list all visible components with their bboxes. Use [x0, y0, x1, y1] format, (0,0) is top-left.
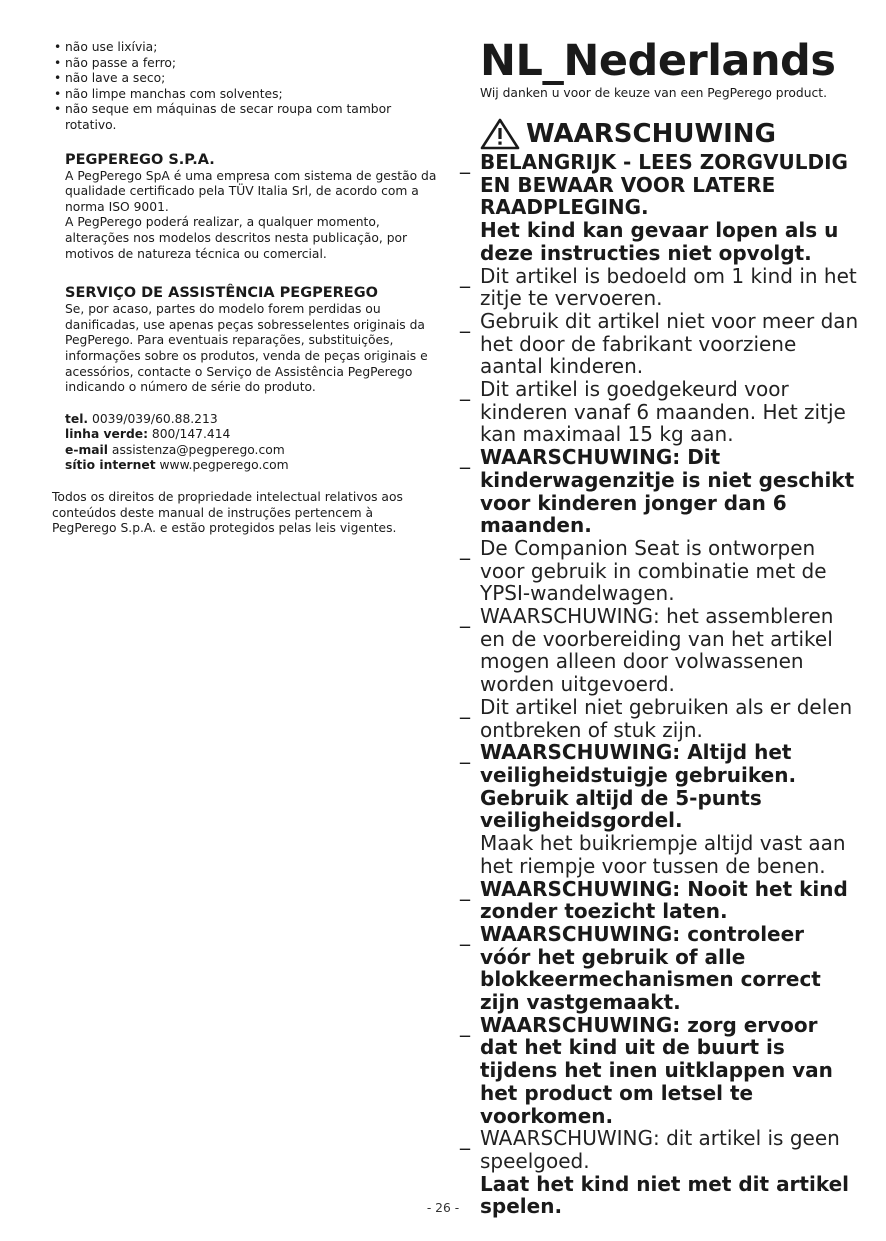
- list-item: _ Gebruik dit artikel niet voor meer dan het door de fabrikant voorziene aantal kinderen.: [460, 308, 859, 379]
- list-item: _ WAARSCHUWING: dit artikel is geen speelgoed. Laat het kind niet met dit artikel spelen.: [460, 1126, 850, 1219]
- warning-heading: WAARSCHUWING: [526, 119, 776, 149]
- list-item: _ Dit artikel is bedoeld om 1 kind in het zitje te vervoeren.: [460, 263, 857, 311]
- warning-triangle-icon: [480, 118, 520, 150]
- list-item: _ De Companion Seat is ontworpen voor gebruik in combinatie met de YPSI-wandelwagen.: [460, 535, 827, 606]
- service-section: [65, 284, 437, 396]
- page-number: - 26 -: [426, 1201, 460, 1215]
- list-item: _ Dit artikel niet gebruiken als er delen ontbreken of stuk zijn.: [460, 694, 853, 742]
- list-item: • não limpe manchas com solventes;: [54, 86, 283, 101]
- list-item: • não passe a ferro;: [54, 55, 177, 70]
- thanks-line: Wij danken u voor de keuze van een PegPerego product.: [480, 86, 827, 100]
- list-item: _ WAARSCHUWING: Nooit het kind zonder toezicht laten.: [460, 876, 848, 924]
- right-column: [460, 36, 860, 1218]
- left-column: [52, 40, 437, 537]
- list-item: • não seque em máquinas de secar roupa com tambor rotativo.: [54, 102, 392, 132]
- service-paragraph: Se, por acaso, partes do modelo forem perdidas ou danificadas, use apenas peças sobresselentes originais da PegPerego. Para eventuais reparações, substituições, informações sobre os produtos, venda de peças originais e acessórios, contacte o Serviço de Assistência PegPerego indicando o número de série do produto.: [65, 302, 428, 395]
- list-item: _ BELANGRIJK - LEES ZORGVULDIG EN BEWAAR VOOR LATERE RAADPLEGING. Het kind kan gevaar lopen als u deze instructies niet opvolgt.: [460, 150, 848, 265]
- contacts-block: [65, 412, 437, 474]
- list-item: _ WAARSCHUWING: Dit kinderwagenzitje is niet geschikt voor kinderen jonger dan 6 maanden.: [460, 445, 855, 538]
- company-paragraph-1: A PegPerego SpA é uma empresa com sistema de gestão da qualidade certificado pela TÜV Italia Srl, de acordo com a norma ISO 9001.: [65, 168, 437, 214]
- company-paragraph-2: A PegPerego poderá realizar, a qualquer momento, alterações nos modelos descritos nesta publicação, por motivos de natureza técnica ou comercial.: [65, 215, 408, 261]
- company-title: PEGPEREGO S.P.A.: [65, 151, 215, 168]
- care-instructions-list: [52, 40, 437, 134]
- language-title: NL_Nederlands: [480, 36, 836, 86]
- list-item: _ WAARSCHUWING: het assembleren en de voorbereiding van het artikel mogen alleen door volwassenen worden uitgevoerd.: [460, 604, 834, 697]
- service-title: SERVIÇO DE ASSISTÊNCIA PEGPEREGO: [65, 285, 378, 302]
- list-item: • não use lixívia;: [54, 40, 158, 54]
- list-item: • não lave a seco;: [54, 71, 166, 86]
- list-item: _ WAARSCHUWING: zorg ervoor dat het kind uit de buurt is tijdens het inen uitklappen van het product om letsel te voorkomen.: [460, 1012, 833, 1128]
- list-item: _ Dit artikel is goedgekeurd voor kinderen vanaf 6 maanden. Het zitje kan maximaal 15 kg aan.: [460, 377, 846, 447]
- contact-email: e-mail assistenza@pegperego.com: [65, 442, 285, 457]
- warnings-list: [460, 151, 860, 1218]
- copyright-notice: Todos os direitos de propriedade intelectual relativos aos conteúdos deste manual de instruções pertencem à PegPerego S.p.A. e estão protegidos pelas leis vigentes.: [52, 490, 403, 536]
- warning-header: [480, 117, 860, 151]
- contact-tel: tel. 0039/039/60.88.213: [65, 411, 218, 426]
- company-section: [65, 151, 437, 263]
- list-item: _ WAARSCHUWING: Altijd het veiligheidstuigje gebruiken. Gebruik altijd de 5-punts veiligheidsgordel. Maak het buikriempje altijd vast aan het riempje voor tussen de benen.: [460, 740, 846, 878]
- list-item: _ WAARSCHUWING: controleer vóór het gebruik of alle blokkeermechanismen correct zijn vastgemaakt.: [460, 921, 821, 1015]
- contact-green-line: linha verde: 800/147.414: [65, 427, 231, 442]
- contact-website: sítio internet www.pegperego.com: [65, 458, 289, 473]
